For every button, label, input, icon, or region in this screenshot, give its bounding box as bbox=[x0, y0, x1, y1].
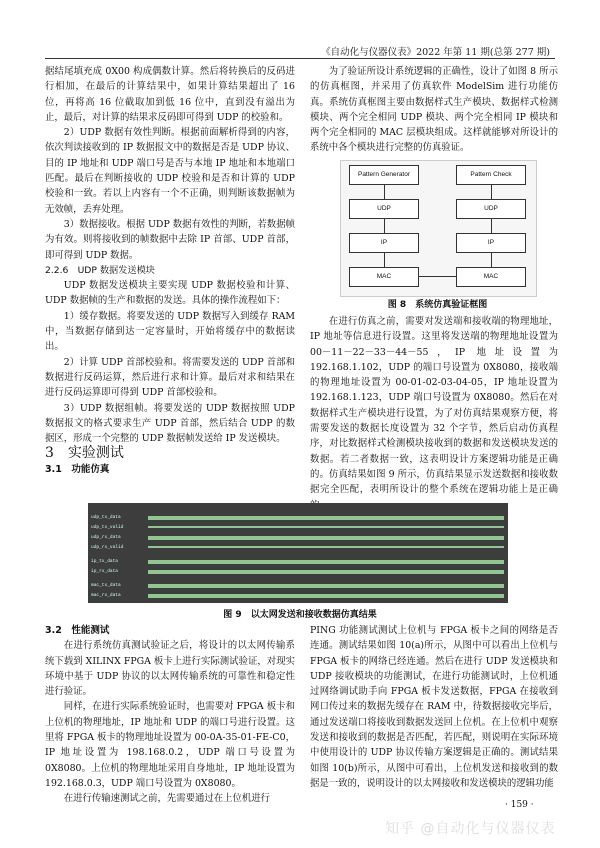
running-header: 《自动化与仪器仪表》2022 年第 11 期(总第 277 期) bbox=[321, 47, 550, 58]
arrow-line bbox=[491, 185, 492, 199]
signal-label: udp_tx_valid bbox=[91, 525, 124, 530]
left-column-bottom bbox=[45, 623, 295, 807]
section-heading-3: 3 实验测试 bbox=[45, 445, 124, 462]
arrow-line bbox=[491, 219, 492, 233]
signal-trace bbox=[148, 594, 504, 598]
paragraph: 2）UDP 数据有效性判断。根据前面解析得到的内容，依次判读接收到的 IP 数据报文中的数据是否是 UDP 协议、目的 IP 地址和 UDP 端口号是否与本地 IP 地址和本地端口匹配。最后在判断接收的 UDP 校验和是否和计算的 UDP 校验和一致。若以上内容有一个不正确，则判断该数据帧为无效帧，丢弃处理。 bbox=[45, 127, 295, 215]
right-column-bottom bbox=[310, 623, 558, 791]
paragraph: 1）缓存数据。将要发送的 UDP 数据写入到缓存 RAM 中，当数据存储到达一定容量时，开始将缓存中的数据读出。 bbox=[45, 310, 295, 353]
paragraph: 3）数据接收。根据 UDP 数据有效性的判断，若数据帧为有效。则将接收到的帧数据中去除 IP 首部、UDP 首部，即可得到 UDP 数据。 bbox=[45, 218, 295, 261]
ip-box-left: IP bbox=[349, 233, 419, 253]
section-heading-2-2-6: 2.2.6 UDP 数据发送模块 bbox=[45, 264, 155, 276]
paragraph: 为了验证所设计系统逻辑的正确性，设计了如图 8 所示的仿真框图，并采用了仿真软件 ModelSim 进行功能仿真。系统仿真框图主要由数据样式生产模块、数据样式检测模块、两个完全相同 UDP 模块、两个完全相同 IP 模块和两个完全相同的 MAC 层模块组成。这样就能够对所设计的系统中各个模块进行完整的仿真验证。 bbox=[310, 66, 558, 154]
arrow-line bbox=[384, 185, 385, 199]
section-heading-3-2: 3.2 性能测试 bbox=[45, 625, 110, 636]
paragraph: 2）计算 UDP 首部校验和。将需要发送的 UDP 首部和数据进行反码运算，然后进行求和计算。最后对求和结果在进行反码运算即可得到 UDP 首部校验和。 bbox=[45, 356, 295, 399]
fig8-diagram bbox=[340, 160, 537, 297]
signal-label: ip_rx_data bbox=[91, 569, 119, 574]
mac-box-right: MAC bbox=[456, 267, 526, 287]
paragraph: 3）UDP 数据组帧。将要发送的 UDP 数据按照 UDP 数据报文的格式要求生产 UDP 首部，然后结合 UDP 的数据区，形成一个完整的 UDP 数据帧发送给 IP 发送模块。 bbox=[45, 402, 295, 445]
signal-trace bbox=[148, 516, 504, 520]
right-column-top bbox=[310, 64, 558, 156]
fig9-waveform bbox=[88, 503, 508, 603]
paragraph: PING 功能测试测试上位机与 FPGA 板卡之间的网络是否连通。测试结果如图 10(a)所示，从图中可以看出上位机与 FPGA 板卡的网络已经连通。然后在进行 UDP 发送模块和 UDP 接收模块的功能测试，在进行功能测试时，上位机通过网络调试助手向 FPGA 板卡发送数据，FPGA 在接收到网口传过来的数据先缓存在 RAM 中，待数据接收完毕后，通过发送端口将接收到数据发送回上位机。在上位机中观察发送和接收到的数据是否匹配，若匹配，则说明在实际环境中使用设计的 UDP 协议传输方案逻辑是正确的。测试结果如图 10(b)所示，从图中可看出，上位机发送和接收到的数据是一致的，说明设计的以太网接收和发送模块的逻辑功能 bbox=[310, 625, 558, 789]
right-column-mid bbox=[310, 314, 558, 513]
signal-label: ip_tx_data bbox=[91, 559, 119, 564]
arrow-line bbox=[419, 276, 456, 277]
udp-box-right: UDP bbox=[456, 199, 526, 219]
signal-label: udp_tx_data bbox=[91, 515, 121, 520]
left-column-top bbox=[45, 64, 295, 477]
mac-box-left: MAC bbox=[349, 267, 419, 287]
fig9-caption: 图 9 以太网发送和接收数据仿真结果 bbox=[223, 610, 377, 620]
paragraph: UDP 数据发送模块主要实现 UDP 数据校验和计算、UDP 数据帧的生产和数据的发送。具体的操作流程如下： bbox=[45, 280, 295, 307]
signal-label: udp_rx_valid bbox=[91, 545, 124, 550]
paragraph: 在进行传输速测试之前，先需要通过在上位机进行 bbox=[63, 793, 271, 805]
pattern-generator-box: Pattern Generator bbox=[349, 165, 419, 185]
page-number: · 159 · bbox=[505, 800, 534, 810]
udp-box-left: UDP bbox=[349, 199, 419, 219]
ip-box-right: IP bbox=[456, 233, 526, 253]
header-rule bbox=[45, 58, 555, 59]
signal-label: udp_rx_data bbox=[91, 535, 121, 540]
paragraph: 在进行系统仿真测试验证之后，将设计的以太网传输系统下载到 XILINX FPGA 板卡上进行实际测试验证，对现实环境中基于 UDP 协议的以太网传输系统的可靠性和稳定性进行验证。 bbox=[45, 640, 295, 698]
arrow-line bbox=[384, 253, 385, 267]
paragraph: 据结尾填充成 0X00 构成偶数计算。然后将转换后的反码进行相加，在最后的计算结果中，如果计算结果超出了 16 位，再将高 16 位截取加到低 16 位中，直到没有溢出为止，最后，对计算的结果求反码即可得到 UDP 的校验和。 bbox=[45, 66, 295, 123]
signal-trace bbox=[148, 526, 504, 528]
signal-trace bbox=[148, 560, 504, 564]
signal-trace bbox=[148, 536, 504, 540]
paragraph: 同样，在进行实际系统验证时，也需要对 FPGA 板卡和上位机的物理地址，IP 地址和 UDP 的端口号进行设置。这里将 FPGA 板卡的物理地址设置为 00-0A-35-01-FE-C0，IP 地址设置为 198.168.0.2，UDP 端口号设置为 0X8080。上位机的物理地址采用自身地址，IP 地址设置为 192.168.0.3，UDP 端口号设置为 0X8080。 bbox=[45, 701, 295, 789]
arrow-line bbox=[491, 253, 492, 267]
signal-trace bbox=[148, 570, 504, 574]
signal-trace bbox=[148, 546, 504, 548]
arrow-line bbox=[384, 219, 385, 233]
pattern-check-box: Pattern Check bbox=[456, 165, 526, 185]
section-heading-3-1: 3.1 功能仿真 bbox=[45, 463, 110, 475]
watermark: 知乎 @自动化与仪器仪表 bbox=[385, 821, 556, 837]
signal-label: mac_tx_data bbox=[91, 583, 121, 588]
signal-label: mac_rx_data bbox=[91, 593, 121, 598]
paragraph: 在进行仿真之前，需要对发送端和接收端的物理地址，IP 地址等信息进行设置。这里将发送端的物理地址设置为 00－11－22－33－44－55，IP 地址设置为 192.168.1.102，UDP 的端口号设置为 0X8080，接收端的物理地址设置为 00-01-02-03-04-05，IP 地址设置为 192.168.1.123，UDP 端口号设置为 0X8080。然后在对数据样式生产模块进行设置，为了对仿真结果观察方便，将需要发送的数据长度设置为 32 个字节，然后启动仿真程序，对比数据样式检测模块接收到的数据和发送模块发送的数据。若二者数据一致，这表明设计方案逻辑功能是正确的。仿真结果如图 9 所示，仿真结果显示发送数据和接收数据完全匹配，表明所设计的整个系统在逻辑功能上是正确 bbox=[310, 316, 558, 496]
fig8-caption: 图 8 系统仿真验证框图 bbox=[387, 300, 488, 310]
signal-trace bbox=[148, 584, 504, 588]
